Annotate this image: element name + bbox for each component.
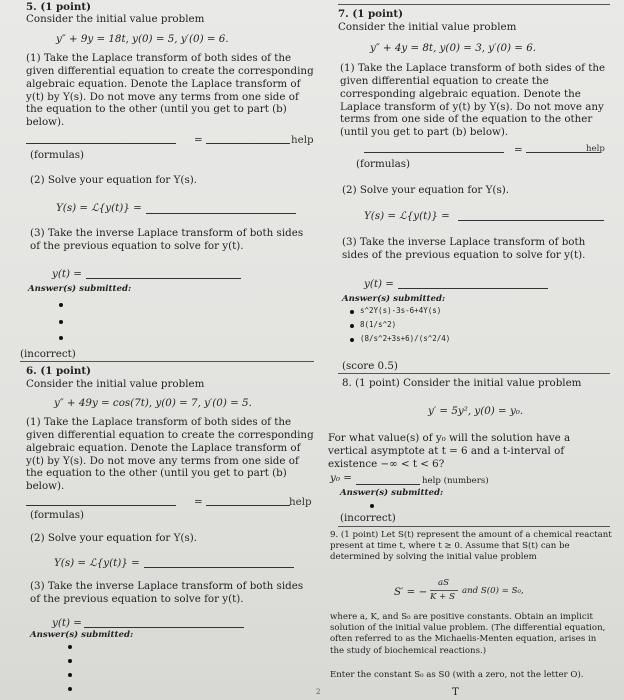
problem-5-yt-label: y(t) = <box>52 268 82 280</box>
problem-6-yt-blank[interactable] <box>84 627 244 628</box>
problem-5-formulas-link[interactable]: (formulas) <box>30 149 85 161</box>
problem-5-answers-label: Answer(s) submitted: <box>28 284 132 294</box>
problem-6-equation: y″ + 49y = cos(7t), y(0) = 7, y′(0) = 5. <box>54 397 252 409</box>
problem-6-header: 6. (1 point) <box>26 365 92 377</box>
problem-7-answer-3: (8/s^2+3s+6)/(s^2/4) <box>360 334 451 343</box>
problem-9-enter-instructions: Enter the constant S₀ as S0 (with a zero, not the letter O). <box>330 670 584 680</box>
divider <box>338 373 610 374</box>
problem-5-answer-bullet <box>59 320 63 324</box>
problem-9-frac-den: K + S <box>430 592 455 602</box>
divider <box>338 526 610 527</box>
problem-7-lhs-blank[interactable] <box>364 152 504 153</box>
problem-6-rhs-blank[interactable] <box>206 505 290 506</box>
problem-6-ys-blank[interactable] <box>144 567 294 568</box>
problem-9-text: where a, K, and S₀ are positive constants. Obtain an implicit solution of the initial value problem. (The differential equation, often referred to as the Michaelis-Menten equation, arises in the study of biochemical reactions.) <box>330 612 606 656</box>
problem-7-answer-bullet <box>350 310 354 314</box>
problem-7-answer-bullet <box>350 324 354 328</box>
problem-6-eq-sign: = <box>194 496 203 508</box>
problem-5-eq-sign: = <box>194 134 203 146</box>
problem-7-formulas-link[interactable]: (formulas) <box>356 158 411 170</box>
divider <box>20 361 314 362</box>
problem-5-help-link[interactable]: help <box>291 134 314 146</box>
problem-5-equation: y″ + 9y = 18t, y(0) = 5, y′(0) = 6. <box>56 33 229 45</box>
problem-7-header: 7. (1 point) <box>338 8 404 20</box>
problem-7-yt-label: y(t) = <box>364 278 394 290</box>
problem-7-step3: (3) Take the inverse Laplace transform of both sides of the previous equation to solve for y(t). <box>342 236 586 261</box>
problem-9-eq-rhs: and S(0) = S₀, <box>462 586 524 596</box>
problem-7-equation: y″ + 4y = 8t, y(0) = 3, y′(0) = 6. <box>370 42 537 54</box>
problem-5-rhs-blank[interactable] <box>206 143 290 144</box>
problem-5-lhs-blank[interactable] <box>26 143 176 144</box>
problem-5-step1: (1) Take the Laplace transform of both sides of the given differential equation to create the corresponding algebraic equation. Denote the Laplace transform of y(t) by Y(s). Do not move any terms from one side of the equation to the other (until you get to part (b) below). <box>26 52 314 129</box>
problem-9-intro: 9. (1 point) Let S(t) represent the amount of a chemical reactant present at time t, where t ≥ 0. Assume that S(t) can be determined by solving the initial value problem <box>330 530 612 563</box>
page-number: 2 <box>316 688 321 696</box>
problem-6-step3: (3) Take the inverse Laplace transform of both sides of the previous equation to solve for y(t). <box>30 580 304 605</box>
problem-8-status: (incorrect) <box>340 512 396 524</box>
problem-7-help-link[interactable]: help <box>586 144 605 154</box>
problem-8-header: 8. (1 point) Consider the initial value problem <box>342 377 582 389</box>
problem-7-answer-2: 8(1/s^2) <box>360 320 397 329</box>
problem-5-ys-blank[interactable] <box>146 213 296 214</box>
problem-9-frac-num: aS <box>438 578 450 588</box>
problem-9-eq-lhs: S′ = − <box>394 586 428 598</box>
problem-7-step2: (2) Solve your equation for Y(s). <box>342 184 510 196</box>
problem-7-step1: (1) Take the Laplace transform of both sides of the given differential equation to create the corresponding algebraic equation. Denote the Laplace transform of y(t) by Y(s). Do not move any terms from one side of the equation to the other (until you get to part (b) below). <box>340 62 606 139</box>
problem-7-status: (score 0.5) <box>342 360 398 372</box>
problem-6-step1: (1) Take the Laplace transform of both sides of the given differential equation to create the corresponding algebraic equation. Denote the Laplace transform of y(t) by Y(s). Do not move any terms from one side of the equation to the other (until you get to part (b) below). <box>26 416 314 493</box>
problem-8-y0-blank[interactable] <box>356 484 420 485</box>
problem-5-step3: (3) Take the inverse Laplace transform of both sides of the previous equation to solve for y(t). <box>30 227 304 252</box>
problem-6-answer-bullet <box>68 659 72 663</box>
problem-5-ys-label: Y(s) = ℒ{y(t)} = <box>56 202 142 214</box>
problem-7-intro: Consider the initial value problem <box>338 21 517 33</box>
problem-5-intro: Consider the initial value problem <box>26 13 205 25</box>
problem-7-yt-blank[interactable] <box>398 288 548 289</box>
problem-5-yt-blank[interactable] <box>86 278 241 279</box>
problem-7-eq-sign: = <box>514 144 523 156</box>
problem-6-answer-bullet <box>68 687 72 691</box>
problem-7-answers-label: Answer(s) submitted: <box>342 294 446 304</box>
problem-8-answer-bullet <box>370 504 374 508</box>
problem-8-equation: y′ = 5y², y(0) = y₀. <box>428 405 524 417</box>
problem-6-answer-bullet <box>68 645 72 649</box>
problem-5-header: 5. (1 point) <box>26 1 92 13</box>
problem-6-yt-label: y(t) = <box>52 617 82 629</box>
problem-8-answers-label: Answer(s) submitted: <box>340 488 444 498</box>
problem-5-answer-bullet <box>59 303 63 307</box>
problem-6-intro: Consider the initial value problem <box>26 378 205 390</box>
problem-6-formulas-link[interactable]: (formulas) <box>30 509 85 521</box>
text-cursor-icon: T <box>452 686 459 698</box>
problem-8-help-link[interactable]: help (numbers) <box>422 476 489 486</box>
problem-8-y0-label: y₀ = <box>330 472 352 484</box>
problem-6-answers-label: Answer(s) submitted: <box>30 630 134 640</box>
fraction-bar <box>430 590 458 591</box>
problem-5-step2: (2) Solve your equation for Y(s). <box>30 174 198 186</box>
problem-5-status: (incorrect) <box>20 348 76 360</box>
problem-6-answer-bullet <box>68 673 72 677</box>
problem-6-help-link[interactable]: help <box>289 496 312 508</box>
problem-6-lhs-blank[interactable] <box>26 505 176 506</box>
problem-6-step2: (2) Solve your equation for Y(s). <box>30 532 198 544</box>
divider <box>338 4 610 5</box>
problem-5-answer-bullet <box>59 336 63 340</box>
problem-6-ys-label: Y(s) = ℒ{y(t)} = <box>54 557 140 569</box>
problem-7-ys-label: Y(s) = ℒ{y(t)} = <box>364 210 450 222</box>
problem-7-ys-blank[interactable] <box>458 220 604 221</box>
problem-7-answer-bullet <box>350 338 354 342</box>
problem-7-answer-1: s^2Y(s)-3s-6+4Y(s) <box>360 306 442 315</box>
problem-8-text: For what value(s) of y₀ will the solution have a vertical asymptote at t = 6 and a t-interval of existence −∞ < t < 6? <box>328 432 571 470</box>
